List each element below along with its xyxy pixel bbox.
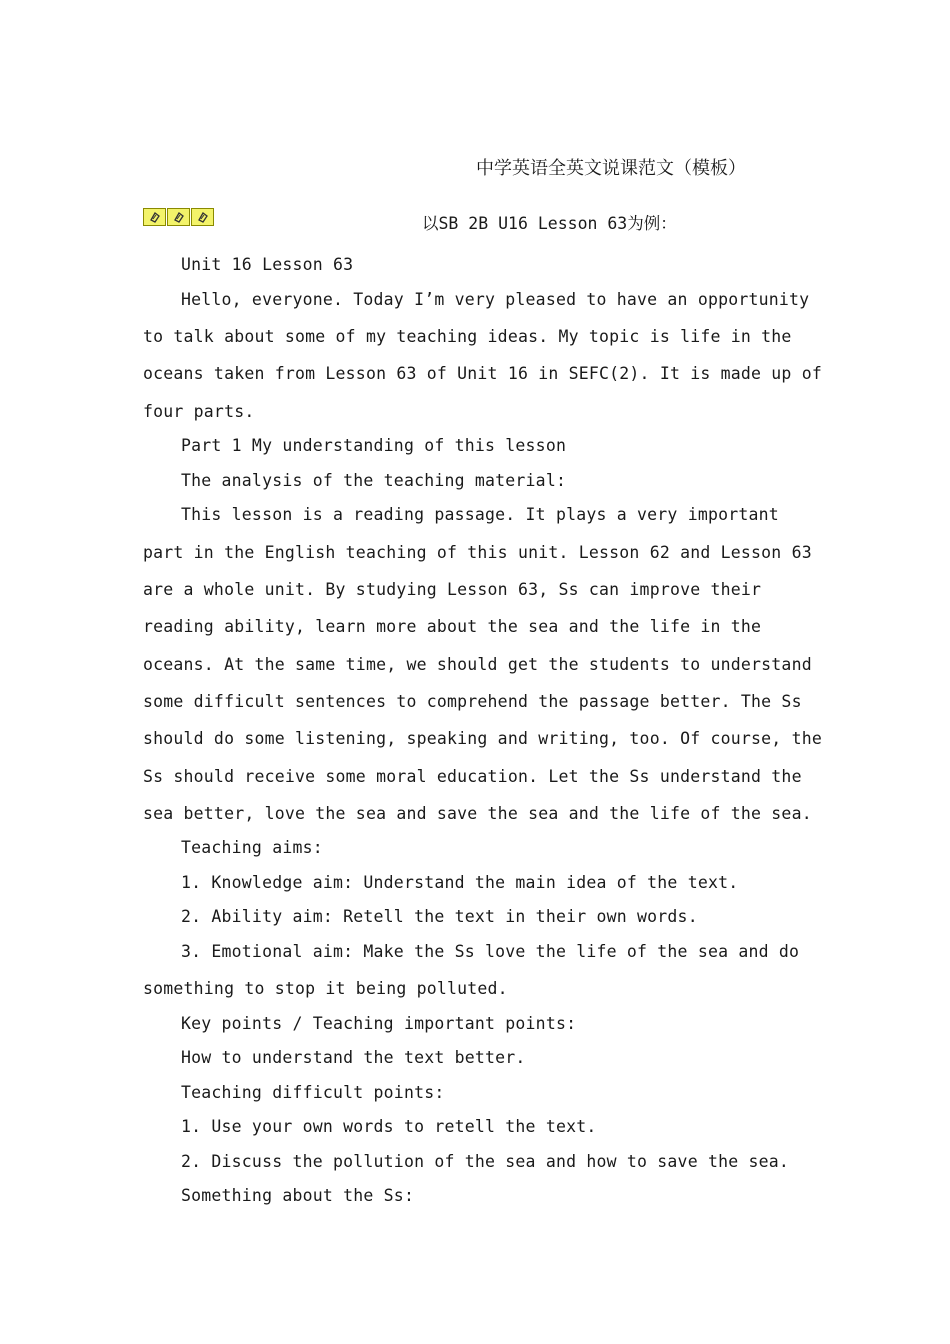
text-line: 1. Knowledge aim: Understand the main idea of the text. (181, 873, 739, 892)
text-line: should do some listening, speaking and writing, too. Of course, the (143, 729, 822, 748)
text-line: something to stop it being polluted. (143, 979, 508, 998)
text-line: 3. Emotional aim: Make the Ss love the life of the sea and do (181, 942, 800, 961)
document-title: 中学英语全英文说课范文（模板） (476, 158, 746, 179)
text-line: Something about the Ss: (181, 1186, 415, 1205)
doc-clip-icon (167, 208, 190, 226)
doc-clip-icon (191, 208, 214, 226)
text-line: are a whole unit. By studying Lesson 63, Ss can improve their (143, 580, 762, 599)
text-line: How to understand the text better. (181, 1048, 526, 1067)
text-line: 2. Discuss the pollution of the sea and how to save the sea. (181, 1152, 790, 1171)
text-line: reading ability, learn more about the sea and the life in the (143, 617, 762, 636)
text-line: oceans taken from Lesson 63 of Unit 16 in SEFC(2). It is made up of (143, 364, 822, 383)
text-line: 1. Use your own words to retell the text. (181, 1117, 597, 1136)
text-line: to talk about some of my teaching ideas. My topic is life in the (143, 327, 792, 346)
attachment-icons (143, 208, 215, 226)
text-line: sea better, love the sea and save the sea and the life of the sea. (143, 804, 812, 823)
text-line: four parts. (143, 402, 255, 421)
text-line: Key points / Teaching important points: (181, 1014, 577, 1033)
text-line: Hello, everyone. Today I’m very pleased to have an opportunity (181, 290, 810, 309)
text-line: oceans. At the same time, we should get the students to understand (143, 655, 812, 674)
text-line: The analysis of the teaching material: (181, 471, 567, 490)
text-line: Ss should receive some moral education. Let the Ss understand the (143, 767, 802, 786)
text-line: Teaching difficult points: (181, 1083, 445, 1102)
doc-clip-icon (143, 208, 166, 226)
text-line: some difficult sentences to comprehend the passage better. The Ss (143, 692, 802, 711)
text-line: This lesson is a reading passage. It plays a very important (181, 505, 779, 524)
text-line: 2. Ability aim: Retell the text in their own words. (181, 907, 698, 926)
document-subtitle: 以SB 2B U16 Lesson 63为例： (422, 214, 677, 233)
text-line: Teaching aims: (181, 838, 323, 857)
text-line: Unit 16 Lesson 63 (181, 255, 354, 274)
text-line: part in the English teaching of this unit. Lesson 62 and Lesson 63 (143, 543, 812, 562)
text-line: Part 1 My understanding of this lesson (181, 436, 567, 455)
